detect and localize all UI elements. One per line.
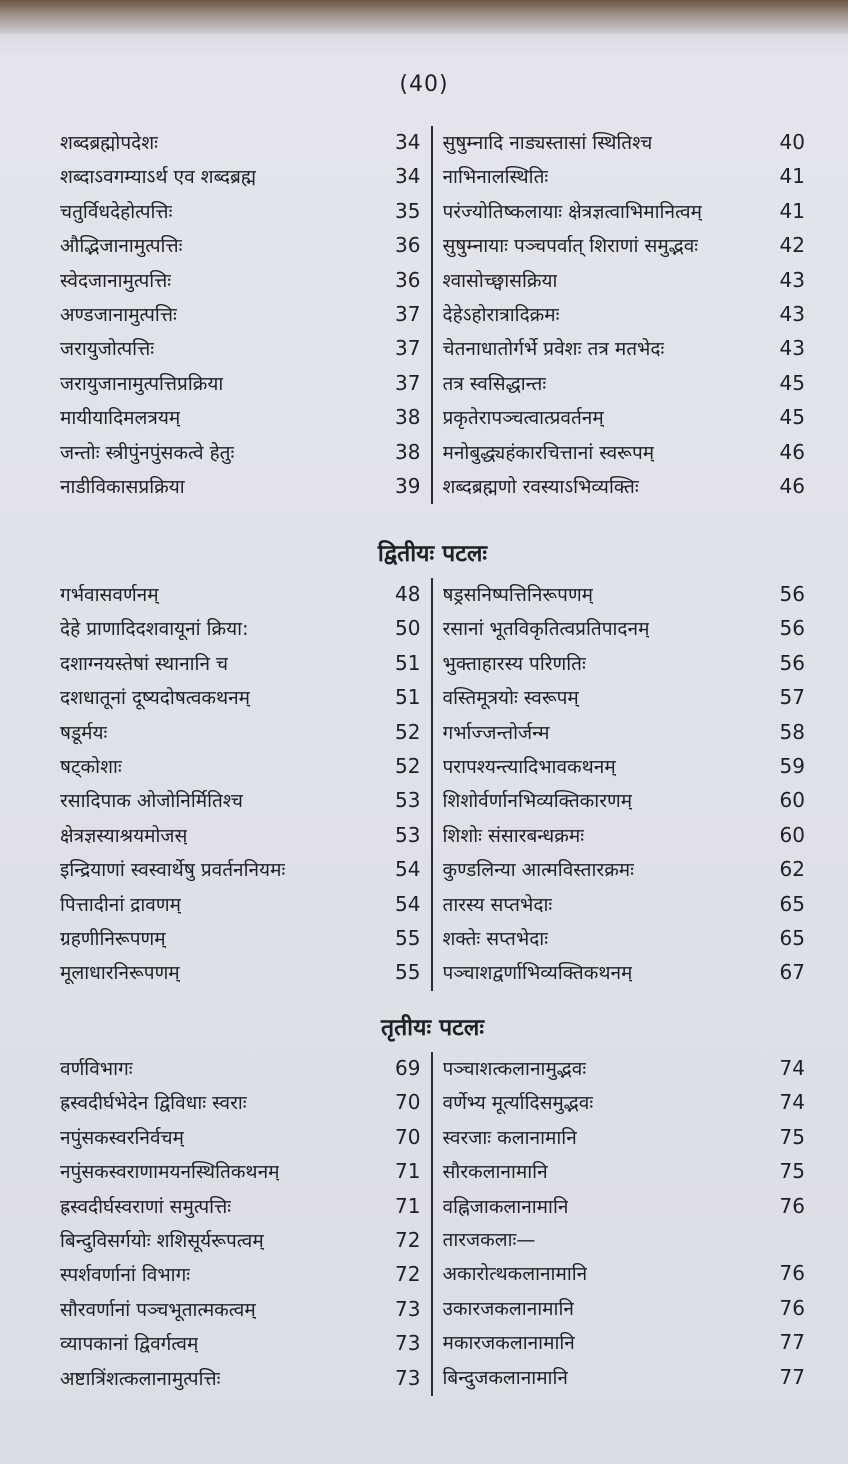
toc-entry-page: 35 [395, 198, 421, 223]
toc-entry-page: 41 [779, 164, 805, 189]
toc-entry [443, 1257, 806, 1291]
toc-entry [60, 853, 421, 887]
toc-entry-title: उकारजकलानामानि [442, 1297, 574, 1320]
toc-entry [443, 1292, 806, 1326]
toc-entry-title: तारस्य सप्तभेदाः [442, 893, 553, 916]
toc-entry [60, 126, 421, 160]
toc-entry [443, 1086, 806, 1120]
toc-entry [443, 401, 806, 435]
toc-entry [60, 784, 421, 818]
toc-entry-title: वर्णेभ्य मूर्त्यादिसमुद्भवः [442, 1092, 594, 1115]
toc-entry [443, 1052, 806, 1086]
toc-entry-page: 41 [779, 198, 805, 223]
toc-entry [443, 264, 806, 298]
toc-entry [443, 612, 806, 646]
toc-entry-page: 72 [395, 1228, 421, 1253]
toc-left-column [60, 578, 433, 991]
toc-entry-title: स्वेदजानामुत्पत्तिः [60, 269, 172, 292]
toc-entry-title: ग्रहणीनिरूपणम् [60, 928, 166, 951]
toc-entry-title: दशधातूनां दूष्यदोषत्वकथनम् [60, 687, 251, 710]
toc-entry [443, 367, 806, 401]
toc-entry [60, 1121, 421, 1155]
toc-entry-title: परापश्यन्त्यादिभावकथनम् [442, 756, 616, 779]
toc-entry [443, 298, 806, 332]
toc-entry-title: रसानां भूतविकृतित्वप्रतिपादनम् [442, 618, 650, 641]
toc-entry-title: वस्तिमूत्रयोः स्वरूपम् [442, 687, 579, 710]
toc-entry [443, 1121, 806, 1155]
toc-entry-title: क्षेत्रज्ञस्याश्रयमोजस् [60, 824, 188, 847]
toc-entry-title: वह्निजाकलानामानि [442, 1195, 569, 1218]
toc-entry [60, 647, 421, 681]
toc-entry-page: 74 [779, 1056, 805, 1080]
toc-entry-page: 76 [779, 1261, 805, 1286]
toc-entry-page: 37 [395, 302, 421, 327]
toc-entry-page: 51 [395, 685, 421, 710]
toc-entry [443, 956, 806, 990]
toc-entry-title: शब्दाऽवगम्याऽर्थ एव शब्दब्रह्म [60, 166, 257, 189]
toc-entry-page: 45 [779, 405, 805, 430]
toc-entry [60, 956, 421, 990]
toc-entry-page: 56 [779, 582, 805, 606]
toc-entry-page: 72 [395, 1262, 421, 1287]
toc-entry-title: तारजकलाः— [442, 1229, 536, 1252]
toc-entry [60, 195, 421, 229]
toc-entry [60, 716, 421, 750]
toc-entry-title: अण्डजानामुत्पत्तिः [60, 304, 177, 327]
toc-entry-title: शक्तेः सप्तभेदाः [442, 928, 549, 951]
toc-right-column [433, 1052, 806, 1396]
section-3 [60, 1010, 805, 1396]
toc-entry [443, 1224, 806, 1257]
toc-entry-page: 53 [395, 822, 421, 847]
toc-entry-title: देहेऽहोरात्रादिक्रमः [442, 304, 560, 327]
toc-entry-page: 76 [779, 1193, 805, 1218]
toc-entry [60, 470, 421, 504]
toc-entry-title: परंज्योतिष्कलायाः क्षेत्रज्ञत्वाभिमानित्वम् [442, 200, 702, 223]
toc-entry-page: 43 [779, 302, 805, 327]
toc-entry-page: 58 [779, 719, 805, 744]
toc-entry-page: 69 [395, 1056, 421, 1080]
toc-entry-page: 53 [395, 788, 421, 813]
toc-entry-page: 77 [779, 1364, 805, 1389]
toc-entry-title: तत्र स्वसिद्धान्तः [442, 372, 547, 395]
toc-entry-title: सौरवर्णानां पञ्चभूतात्मकत्वम् [60, 1298, 256, 1321]
toc-entry-page: 65 [779, 926, 805, 951]
toc-entry-title: शिशोर्वर्णानभिव्यक्तिकारणम् [442, 790, 633, 813]
toc-entry-title: सुषुम्नादि नाड्यस्तासां स्थितिश्च [442, 132, 653, 154]
toc-entry-title: कुण्डलिन्या आत्मविस्तारक्रमः [442, 859, 634, 882]
toc-entry-title: चेतनाधातोर्गर्भे प्रवेशः तत्र मतभेदः [442, 338, 665, 361]
toc-entry-title: अष्टात्रिंशत्कलानामुत्पत्तिः [60, 1367, 221, 1390]
toc-entry [60, 401, 421, 435]
toc-grid [60, 1052, 805, 1396]
toc-entry-page: 77 [779, 1330, 805, 1355]
toc-entry-page: 74 [779, 1090, 805, 1115]
section-heading: तृतीयः पटलः [380, 1015, 485, 1041]
toc-entry [60, 750, 421, 784]
toc-entry-page: 75 [779, 1124, 805, 1149]
toc-entry-title: पञ्चाशत्कलानामुद्भवः [442, 1058, 587, 1080]
toc-entry-page: 54 [395, 857, 421, 882]
toc-entry-title: देहे प्राणादिदशवायूनां क्रिया: [60, 618, 249, 641]
toc-entry [60, 681, 421, 715]
toc-entry-title: रसादिपाक ओजोनिर्मितिश्च [60, 790, 243, 813]
toc-entry-title: मनोबुद्ध्यहंकारचित्तानां स्वरूपम् [442, 441, 655, 464]
toc-left-column [60, 1052, 433, 1396]
toc-entry-title: ह्रस्वदीर्घभेदेन द्विविधाः स्वराः [60, 1092, 247, 1115]
toc-entry [60, 367, 421, 401]
toc-entry-title: वर्णविभागः [60, 1058, 133, 1080]
toc-entry [443, 922, 806, 956]
toc-entry [60, 1362, 421, 1396]
toc-entry-title: जरायुजोत्पत्तिः [60, 338, 155, 361]
toc-entry [443, 1361, 806, 1395]
toc-entry-title: औद्भिजानामुत्पत्तिः [60, 235, 183, 258]
toc-entry [60, 436, 421, 470]
toc-entry-page: 73 [395, 1296, 421, 1321]
toc-grid [60, 578, 805, 991]
toc-entry-page: 65 [779, 891, 805, 916]
toc-entry-page: 43 [779, 267, 805, 292]
toc-entry-page: 43 [779, 336, 805, 361]
book-cover-edge [0, 0, 848, 34]
toc-entry-title: सुषुम्नायाः पञ्चपर्वात् शिराणां समुद्भवः [442, 235, 699, 258]
toc-entry [443, 681, 806, 715]
toc-entry-title: पञ्चाशद्वर्णाभिव्यक्तिकथनम् [442, 962, 633, 985]
toc-entry [443, 888, 806, 922]
toc-entry [443, 578, 806, 612]
toc-entry-page: 37 [395, 336, 421, 361]
toc-entry-title: स्वरजाः कलानामानि [442, 1126, 577, 1149]
toc-entry-page: 42 [779, 233, 805, 258]
toc-entry [443, 1326, 806, 1360]
toc-entry-title: नाभिनालस्थितिः [442, 166, 549, 189]
toc-entry-title: शिशोः संसारबन्धक्रमः [442, 824, 585, 847]
toc-entry-title: भुक्ताहारस्य परिणतिः [442, 652, 586, 675]
toc-entry-page: 73 [395, 1365, 421, 1390]
toc-entry-title: सौरकलानामानि [442, 1161, 548, 1184]
toc-entry-page: 70 [395, 1090, 421, 1115]
toc-entry-title: पित्तादीनां द्रावणम् [60, 893, 181, 916]
toc-entry [443, 1190, 806, 1224]
toc-entry-title: शब्दब्रह्मणो रवस्याऽभिव्यक्तिः [442, 476, 639, 499]
toc-entry [443, 853, 806, 887]
toc-entry-page: 73 [395, 1331, 421, 1356]
toc-entry-page: 62 [779, 857, 805, 882]
toc-entry-title: नपुंसकस्वराणामयनस्थितिकथनम् [60, 1161, 280, 1184]
toc-entry-page: 39 [395, 474, 421, 499]
toc-entry-title: जन्तोः स्त्रीपुंनपुंसकत्वे हेतुः [60, 441, 235, 464]
toc-entry-page: 54 [395, 891, 421, 916]
toc-entry-page: 71 [395, 1159, 421, 1184]
toc-entry-page: 52 [395, 754, 421, 779]
toc-entry [443, 160, 806, 194]
toc-entry-title: षट्कोशाः [60, 756, 122, 779]
toc-entry-title: स्पर्शवर्णानां विभागः [60, 1264, 191, 1287]
toc-entry-page: 67 [779, 960, 805, 985]
toc-entry-title: गर्भवासवर्णनम् [60, 584, 159, 606]
toc-entry-title: बिन्दुविसर्गयोः शशिसूर्यरूपत्वम् [60, 1230, 264, 1253]
toc-entry-page: 52 [395, 719, 421, 744]
toc-entry-page: 46 [779, 439, 805, 464]
toc-entry [443, 332, 806, 366]
toc-entry-title: ह्रस्वदीर्घस्वराणां समुत्पत्तिः [60, 1195, 232, 1218]
toc-entry [60, 332, 421, 366]
toc-entry [60, 1190, 421, 1224]
toc-entry-page: 56 [779, 616, 805, 641]
toc-entry-page: 76 [779, 1295, 805, 1320]
section-1 [60, 126, 805, 504]
toc-entry-title: दशाग्नयस्तेषां स्थानानि च [60, 652, 229, 675]
toc-entry [60, 1224, 421, 1258]
toc-entry [443, 750, 806, 784]
toc-entry-title: मूलाधारनिरूपणम् [60, 962, 180, 985]
toc-entry [60, 298, 421, 332]
toc-entry-page: 57 [779, 685, 805, 710]
toc-entry [60, 819, 421, 853]
toc-entry-page: 36 [395, 233, 421, 258]
toc-entry-title: षड्रसनिष्पत्तिनिरूपणम् [442, 584, 594, 606]
toc-entry-title: मायीयादिमलत्रयम् [60, 407, 181, 430]
toc-entry [60, 1258, 421, 1292]
toc-entry-page: 60 [779, 822, 805, 847]
toc-entry [443, 784, 806, 818]
toc-entry-page: 55 [395, 960, 421, 985]
toc-entry-page: 51 [395, 650, 421, 675]
toc-entry-title: शब्दब्रह्मोपदेशः [60, 132, 158, 154]
toc-entry-page: 45 [779, 370, 805, 395]
toc-entry-title: श्वासोच्छ्वासक्रिया [442, 269, 558, 292]
toc-entry [60, 612, 421, 646]
toc-entry-title: जरायुजानामुत्पत्तिप्रक्रिया [60, 372, 224, 395]
toc-entry-page: 56 [779, 650, 805, 675]
toc-entry [443, 126, 806, 160]
toc-entry-page: 48 [395, 582, 421, 606]
toc-entry-page: 75 [779, 1159, 805, 1184]
toc-entry [443, 195, 806, 229]
toc-entry-page: 46 [779, 474, 805, 499]
toc-entry [60, 1086, 421, 1120]
toc-entry-title: नाडीविकासप्रक्रिया [60, 476, 185, 499]
toc-entry [60, 578, 421, 612]
toc-entry-page: 34 [395, 130, 421, 154]
toc-entry [60, 1293, 421, 1327]
section-heading: द्वितीयः पटलः [377, 541, 488, 567]
toc-entry [60, 264, 421, 298]
toc-entry-page: 60 [779, 788, 805, 813]
toc-entry [443, 470, 806, 504]
toc-entry-page: 59 [779, 754, 805, 779]
toc-entry-title: षडूर्मयः [60, 721, 108, 744]
toc-entry-page: 55 [395, 926, 421, 951]
toc-entry-page: 70 [395, 1124, 421, 1149]
toc-entry [60, 888, 421, 922]
section-2 [60, 536, 805, 991]
toc-entry-title: गर्भाज्जन्तोर्जन्म [442, 721, 550, 744]
toc-right-column [433, 126, 806, 504]
toc-grid [60, 126, 805, 504]
toc-entry [443, 819, 806, 853]
toc-entry-title: चतुर्विधदेहोत्पत्तिः [60, 200, 173, 223]
toc-entry-page: 71 [395, 1193, 421, 1218]
toc-left-column [60, 126, 433, 504]
toc-entry-page: 38 [395, 439, 421, 464]
toc-entry-title: इन्द्रियाणां स्वस्वार्थेषु प्रवर्तननियमः [60, 859, 286, 882]
toc-entry-title: बिन्दुजकलानामानि [442, 1366, 568, 1389]
toc-entry [443, 436, 806, 470]
toc-entry-title: मकारजकलानामानि [442, 1332, 575, 1355]
toc-entry [443, 716, 806, 750]
toc-entry-title: अकारोत्थकलानामानि [442, 1263, 588, 1286]
page-number: (40) [399, 72, 449, 97]
toc-right-column [433, 578, 806, 991]
toc-entry [443, 647, 806, 681]
toc-entry [443, 229, 806, 263]
toc-entry-title: व्यापकानां द्विवर्गत्वम् [60, 1333, 199, 1356]
toc-entry-page: 38 [395, 405, 421, 430]
toc-entry-page: 50 [395, 616, 421, 641]
toc-entry [60, 160, 421, 194]
toc-entry-page: 37 [395, 370, 421, 395]
toc-entry-page: 40 [779, 130, 805, 154]
toc-entry [60, 1052, 421, 1086]
toc-entry [60, 1155, 421, 1189]
toc-entry [60, 922, 421, 956]
toc-entry-page: 36 [395, 267, 421, 292]
toc-entry [60, 229, 421, 263]
toc-entry [60, 1327, 421, 1361]
toc-entry [443, 1155, 806, 1189]
toc-entry-title: प्रकृतेरापञ्चत्वात्प्रवर्तनम् [442, 407, 604, 430]
toc-entry-title: नपुंसकस्वरनिर्वचम् [60, 1126, 184, 1149]
toc-entry-page: 34 [395, 164, 421, 189]
